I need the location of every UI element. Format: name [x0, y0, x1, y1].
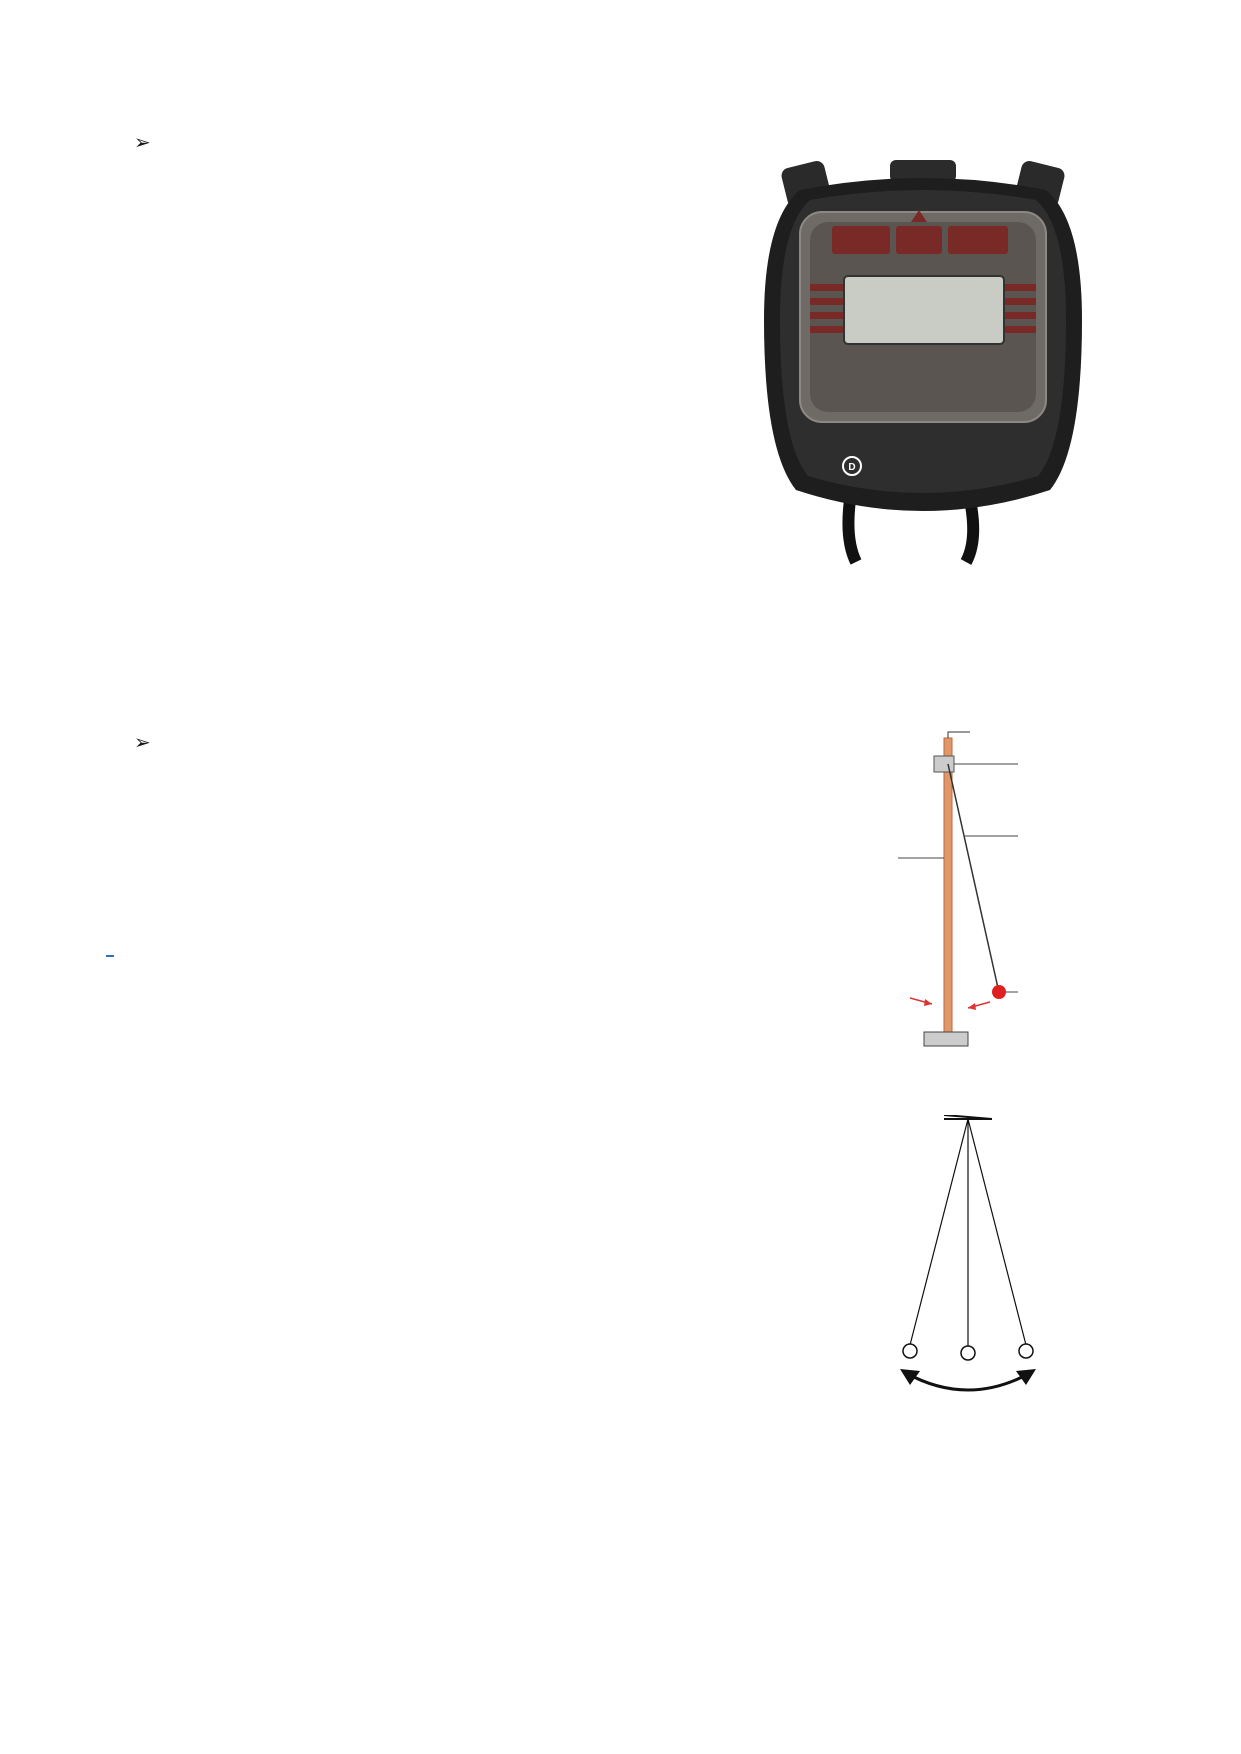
svg-text:D: D	[848, 462, 856, 473]
time-heading-row	[134, 130, 165, 155]
footer-barcode-decoration	[533, 1664, 1173, 1736]
stopwatch-image	[760, 160, 1086, 565]
formula-numerator	[106, 955, 114, 957]
arrow-bullet-icon: ➢	[134, 732, 151, 754]
period-formula	[100, 955, 114, 957]
arrow-bullet-icon: ➢	[134, 132, 151, 154]
pendulum-swing-figure	[860, 1115, 1130, 1460]
pendulum-heading-row	[134, 730, 165, 755]
header-barcode-decoration	[618, 24, 854, 88]
pendulum-apparatus-figure	[840, 730, 1100, 1060]
